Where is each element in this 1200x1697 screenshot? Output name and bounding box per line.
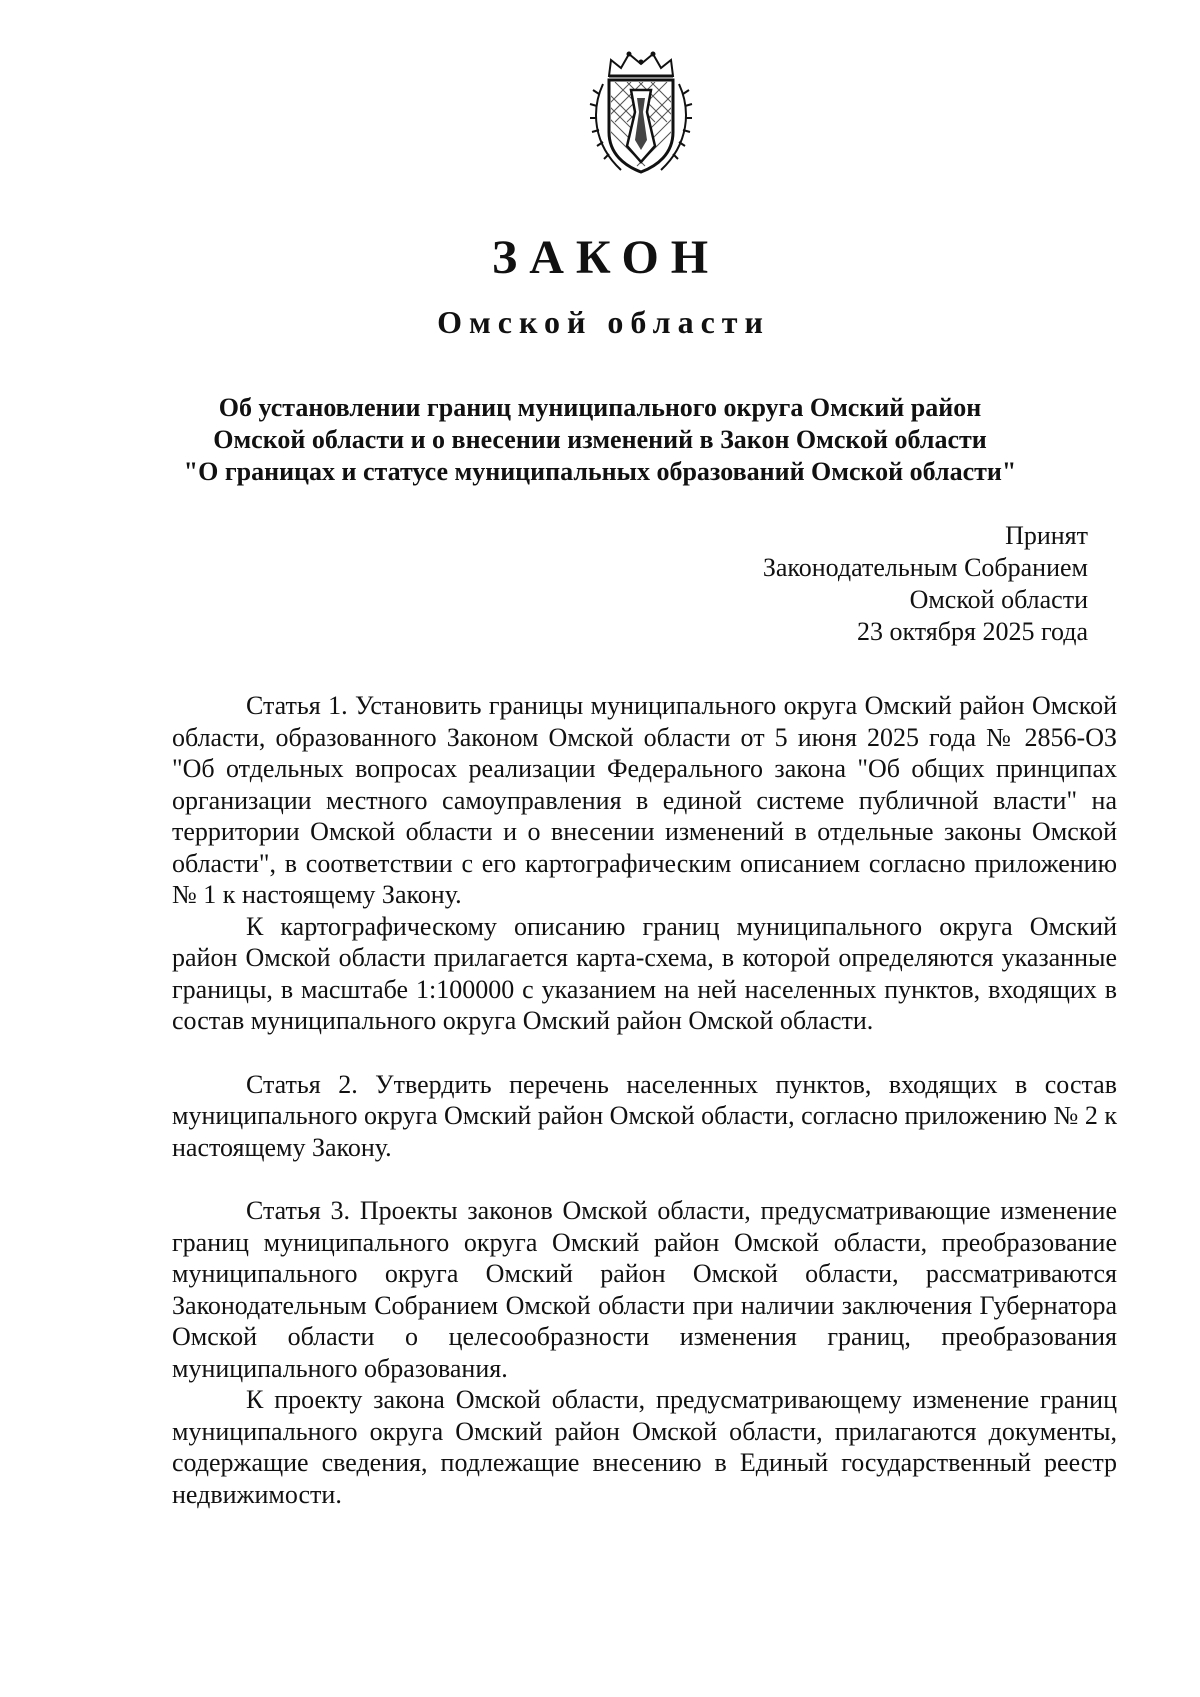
adoption-block: [588, 520, 1088, 648]
article-2-paragraph: Статья 2. Утвердить перечень населенных пунктов, входящих в состав муниципального округа Омский район Омской области, согласно приложению № 2 к настоящему Закону.: [172, 1069, 1117, 1162]
adoption-line: Омской области: [909, 585, 1088, 614]
heading-line: Омской области и о внесении изменений в Закон Омской области: [213, 425, 987, 454]
adoption-line: Принят: [1005, 521, 1088, 550]
article-3-paragraph: К проекту закона Омской области, предусматривающему изменение границ муниципального округа Омский район Омской области, прилагаются документы, содержащие сведения, подлежащие внесению в Единый государственный реестр недвижимости.: [172, 1385, 1117, 1509]
document-body: [172, 690, 1117, 1510]
article-1-paragraph: Статья 1. Установить границы муниципального округа Омский район Омской области, образованного Законом Омской области от 5 июня 2025 года № 2856-ОЗ "Об отдельных вопросах реализации Федерального закона "Об общих принципах организации местного самоуправления в единой системе публичной власти" на территории Омской области и о внесении изменений в отдельные законы Омской области", в соответствии с его картографическим описанием согласно приложению № 1 к настоящему Закону.: [172, 691, 1117, 909]
adoption-line: Законодательным Собранием: [762, 553, 1088, 582]
omsk-oblast-coat-of-arms-icon: [585, 50, 697, 178]
law-title: ЗАКОН: [491, 231, 721, 284]
article-1-paragraph: К картографическому описанию границ муниципального округа Омский район Омской области прилагается карта-схема, в которой определяются указанные границы, в масштабе 1:100000 с указанием на ней населенных пунктов, входящих в состав муниципального округа Омский район Омской области.: [172, 911, 1117, 1035]
document-heading: [150, 392, 1050, 488]
article-3-paragraph: Статья 3. Проекты законов Омской области, предусматривающие изменение границ муниципального округа Омский район Омской области, преобразование муниципального округа Омский район Омской области, рассматриваются Законодательным Собранием Омской области при наличии заключения Губернатора Омской области о целесообразности изменения границ, преобразования муниципального образования.: [172, 1196, 1117, 1383]
region-title: Омской области: [437, 304, 770, 340]
heading-line: "О границах и статусе муниципальных образований Омской области": [183, 457, 1017, 486]
heading-line: Об установлении границ муниципального округа Омский район: [218, 393, 982, 422]
adoption-date: 23 октября 2025 года: [857, 617, 1088, 646]
